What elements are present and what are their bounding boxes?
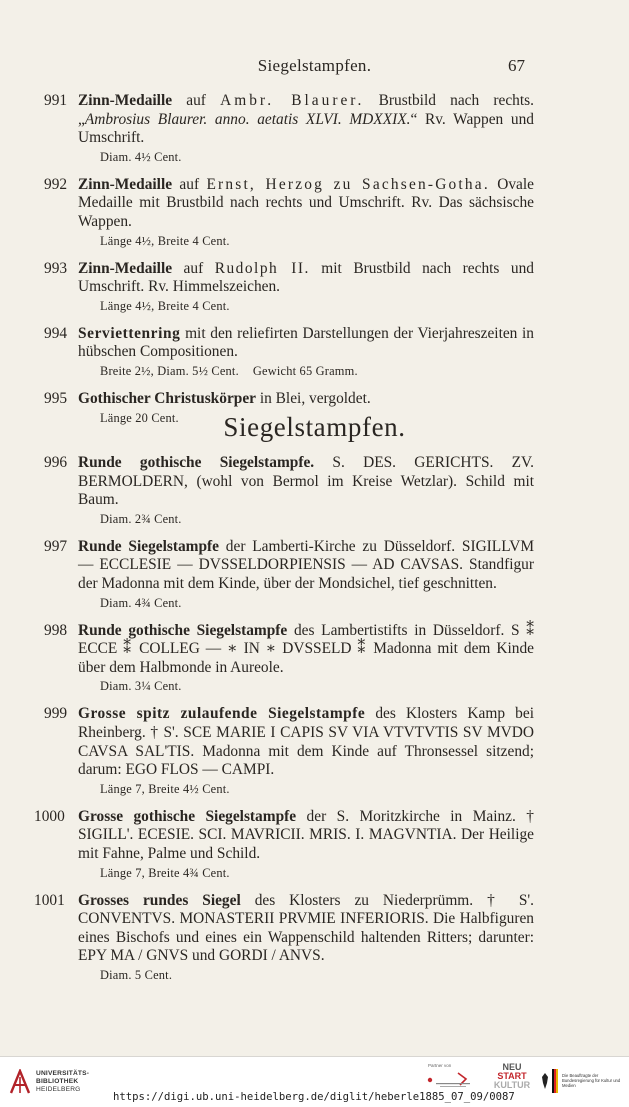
entry-title: Runde gothische Siegelstampfe. xyxy=(78,454,315,471)
catalog-entry xyxy=(34,891,535,984)
entry-title: Grosse gothische Siegelstampfe xyxy=(78,807,297,825)
entry-title: Zinn-Medaille xyxy=(78,92,173,109)
entry-number: 994 xyxy=(44,324,68,342)
partner-caption: Partner von xyxy=(428,1063,452,1068)
running-head-title: Siegelstampfen. xyxy=(257,56,372,75)
entry-text: mit Brustbild nach rechts und Umschrift. Rv. Himmelszeichen. xyxy=(78,259,534,296)
entry-number: 1001 xyxy=(34,891,65,909)
entry-text: der Lamberti-Kirche zu Düsseldorf. SIGILLVM — ECCLESIE — DVSSELDORPIENSIS — AD CAVSAS. Standfigur der Madonna mit dem Kinde, über der Mondsichel, tief geschnitten. xyxy=(78,537,534,592)
entry-text: auf xyxy=(172,175,207,193)
entry-inscription: Ambrosius Blaurer. anno. aetatis XLVI. MDXXIX. xyxy=(84,110,411,128)
library-crest-icon xyxy=(8,1069,32,1095)
entry-dimensions: Länge 7, Breite 4¾ Cent. xyxy=(100,865,230,880)
entry-spaced-name: Ernst, Herzog zu Sachsen-Gotha. xyxy=(206,175,490,193)
running-head xyxy=(0,56,629,76)
entry-text: S. DES. GERICHTS. ZV. BERMOLDERN, (wohl von Bermol im Kreise Wetzlar). Schild mit Baum. xyxy=(78,454,534,509)
entry-number: 999 xyxy=(44,705,68,723)
entry-text: des Klosters Kamp bei Rheinberg. † S'. SCE MARIE I CAPIS SV VIA VTVTVTIS SV MVDO CAVSA SAL'TIS. Madonna mit dem Kinde auf Thronsessel sitzend; darum: EGO FLOS — CAMPI. xyxy=(78,705,534,779)
catalog-entry xyxy=(44,622,534,696)
entry-dimensions: Diam. 4¾ Cent. xyxy=(100,595,182,610)
section-heading: Siegelstampfen. xyxy=(223,412,406,442)
neustart-line: NEU xyxy=(502,1062,522,1072)
catalog-entry xyxy=(44,92,534,166)
entry-number: 1000 xyxy=(34,807,65,825)
flag-stripe-gold xyxy=(556,1069,558,1093)
entries-group-medals xyxy=(44,92,534,427)
viewer-footer xyxy=(0,1056,629,1107)
entry-number: 998 xyxy=(44,621,68,639)
entry-dimensions: Diam. 5 Cent. xyxy=(100,967,173,982)
entry-dimensions: Diam. 2¾ Cent. xyxy=(100,511,182,526)
entry-text: der S. Moritzkirche in Mainz. † SIGILL'. ECESIE. SCI. MAVRICII. MRIS. I. MAGVNTIA. Der Heilige mit Fahne, Palme und Schild. xyxy=(78,807,535,862)
entry-number: 993 xyxy=(44,259,68,277)
entry-title: Runde Siegelstampfe xyxy=(78,537,220,555)
entry-number: 992 xyxy=(44,175,68,193)
neustart-kultur-logo[interactable] xyxy=(492,1063,532,1103)
federal-eagle-icon xyxy=(540,1071,550,1091)
entry-dimensions: Diam. 3¼ Cent. xyxy=(100,679,182,694)
entry-dimensions: Länge 7, Breite 4½ Cent. xyxy=(100,781,230,796)
entry-title: Runde gothische Siegelstampfe xyxy=(78,621,288,639)
entry-title: Zinn-Medaille xyxy=(78,175,173,193)
entry-spaced-name: Ambr. Blaurer. xyxy=(220,92,365,109)
entry-text: auf xyxy=(172,92,221,109)
entry-dimensions xyxy=(78,363,534,380)
entry-text: in Blei, vergoldet. xyxy=(256,389,371,407)
bkm-logo[interactable] xyxy=(538,1067,624,1099)
entry-dimensions: Länge 4½, Breite 4 Cent. xyxy=(100,298,230,313)
entry-dimensions: Länge 20 Cent. xyxy=(100,410,179,425)
catalog-entry xyxy=(44,454,534,528)
entry-text: mit den reliefirten Darstellungen der Vierjahreszeiten in hübschen Compositionen. xyxy=(78,324,534,361)
partner-mark-icon xyxy=(420,1069,480,1091)
library-logo-text xyxy=(36,1070,89,1094)
entry-text: des Klosters zu Niederprümm. † S'. CONVENTVS. MONASTERII PRVMIE INFERIORIS. Die Halbfiguren eines Bischofs und eines ein Wappenschild haltenden Ritters; darunter: EPY MA / GNVS und GORDI / ANVS. xyxy=(78,891,535,965)
entries-group-seals xyxy=(34,454,535,984)
entry-text: des Lambertistifts in Düsseldorf. S ⁑ ECCE ⁑ COLLEG — ∗ IN ∗ DVSSELD ⁑ Madonna mit dem Kinde über dem Halbmonde in Aureole. xyxy=(78,621,534,676)
catalog-entry xyxy=(44,538,534,612)
catalog-entry xyxy=(44,325,534,380)
entry-dimensions: Länge 4½, Breite 4 Cent. xyxy=(100,233,230,248)
library-logo-line: UNIVERSITÄTS- xyxy=(36,1070,90,1077)
entry-number: 991 xyxy=(44,92,68,109)
page-number: 67 xyxy=(508,56,525,75)
entry-text: “ Rv. Wappen und Umschrift. xyxy=(78,110,534,147)
entry-number: 996 xyxy=(44,454,68,471)
entry-size: Breite 2½, Diam. 5½ Cent. xyxy=(100,363,239,378)
entry-title: Zinn-Medaille xyxy=(78,259,173,277)
neustart-line: KULTUR xyxy=(493,1080,531,1090)
entry-title: Serviettenring xyxy=(78,324,181,342)
library-logo[interactable] xyxy=(8,1069,128,1099)
library-logo-line: BIBLIOTHEK xyxy=(36,1078,79,1085)
neustart-line: START xyxy=(497,1071,527,1081)
entry-text: Ovale Medaille mit Brustbild nach rechts und Umschrift. Rv. Das sächsische Wappen. xyxy=(78,175,534,230)
catalog-entry xyxy=(44,705,534,797)
entry-number: 995 xyxy=(44,389,68,407)
library-logo-line: HEIDELBERG xyxy=(36,1086,81,1093)
entry-number: 997 xyxy=(44,537,68,555)
catalog-entry xyxy=(44,260,534,315)
page-permalink[interactable]: https://digi.ub.uni-heidelberg.de/diglit/heberle1885_07_09/0087 xyxy=(113,1091,515,1103)
entry-title: Gothischer Christuskörper xyxy=(78,389,256,407)
bkm-text: Die Beauftragte der Bundesregierung für Kultur und Medien xyxy=(562,1073,621,1088)
catalog-entry xyxy=(44,176,534,250)
entry-spaced-name: Rudolph II. xyxy=(214,259,310,277)
entry-title: Grosses rundes Siegel xyxy=(78,891,241,909)
entry-text: auf xyxy=(172,259,215,277)
catalog-entry xyxy=(34,807,535,882)
entry-weight: Gewicht 65 Gramm. xyxy=(252,363,358,378)
entry-title: Grosse spitz zulaufende Siegelstampfe xyxy=(78,705,366,723)
entry-text: Brustbild nach rechts. „ xyxy=(78,92,534,128)
partner-logo[interactable] xyxy=(420,1063,480,1091)
entry-dimensions: Diam. 4½ Cent. xyxy=(100,149,182,164)
